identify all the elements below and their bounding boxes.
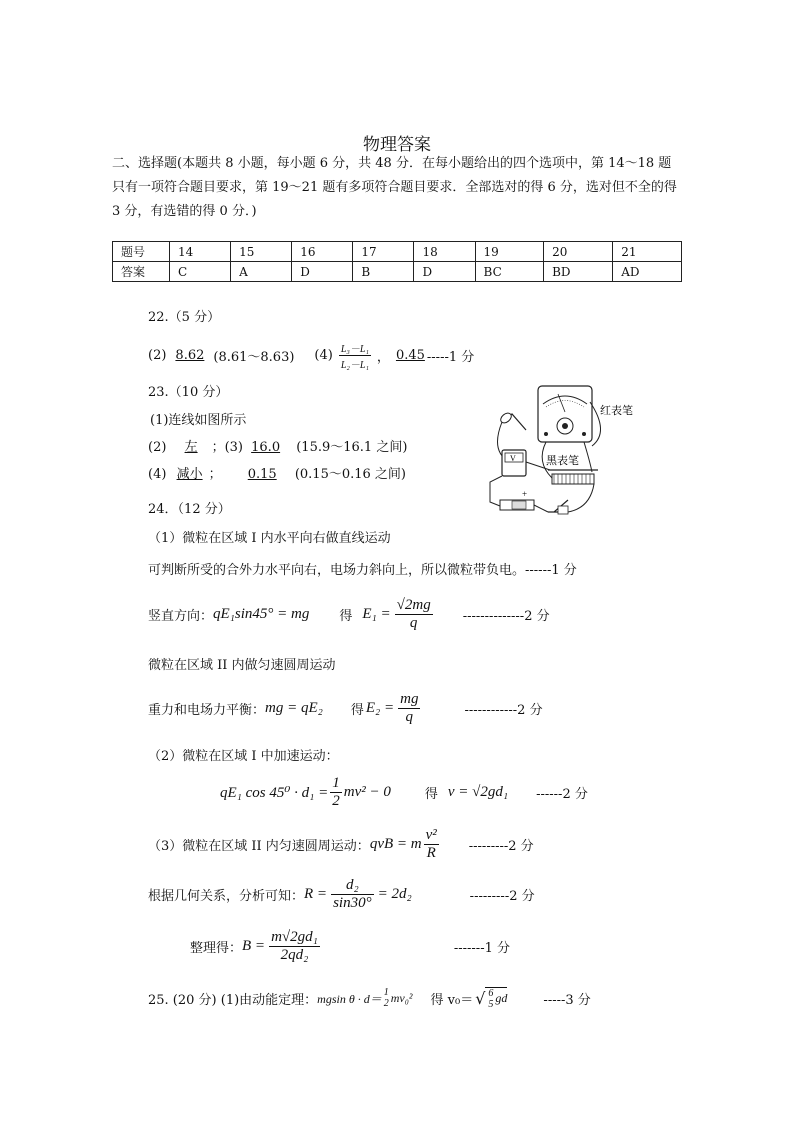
fraction-denominator: q	[409, 614, 418, 631]
q22-part2-range: (8.61～8.63)	[213, 349, 295, 365]
q24-s7-de: 得	[424, 786, 438, 802]
q24-s1: （1）微粒在区域 I 内水平向右做直线运动	[148, 531, 391, 546]
q24-s3-fraction	[395, 597, 433, 632]
q24-s4: 微粒在区域 II 内做匀速圆周运动	[148, 658, 336, 673]
red-probe-label: 红表笔	[600, 404, 633, 417]
table-cell: BD	[544, 262, 613, 282]
table-cell: D	[414, 262, 475, 282]
q24-s8-equation: qvB = m	[369, 835, 422, 852]
fraction-numerator: L₃－L₁	[339, 340, 371, 356]
table-row	[113, 262, 682, 282]
page-title: 物理答案	[363, 135, 431, 155]
q25-header: 25. (20 分) (1)由动能定理：	[148, 992, 318, 1008]
q24-s7-rhs: mv² − 0	[343, 783, 391, 800]
q23-line2	[148, 436, 407, 455]
battery-plus-label: +	[522, 489, 528, 499]
q25-de: 得 v₀＝	[430, 992, 474, 1008]
sqrt-sign: √	[475, 988, 486, 1008]
q25-eq-lhs: mgsin θ · d＝	[317, 991, 382, 1006]
q24-s5-equation: mg = qE₂	[265, 699, 323, 716]
q24-s7-score: ------2 分	[536, 786, 588, 802]
q24-s2: 可判断所受的合外力水平向右，电场力斜向上，所以微粒带负电。------1 分	[148, 563, 577, 578]
q23-part3-value: 16.0	[251, 440, 281, 455]
circuit-diagram	[480, 382, 633, 520]
q23-header: 23.（10 分）	[148, 385, 229, 400]
q23-part4-value1: 减小	[176, 467, 203, 482]
fraction-denominator: sin30°	[333, 894, 372, 911]
q24-s9-label: 根据几何关系，分析可知：	[148, 888, 305, 904]
section-intro: 二、选择题(本题共 8 小题，每小题 6 分，共 48 分．在每小题给出的四个选项中，第 14～18 题只有一项符合题目要求，第 19～21 题有多项符合题目要求．全部选对的得 6 分，选对但不全的得 3 分，有选错的得 0 分．)	[112, 156, 677, 219]
q24-s8-label: （3）微粒在区域 II 内匀速圆周运动：	[148, 838, 370, 854]
table-cell: 18	[414, 242, 475, 262]
q24-s5-fraction	[398, 691, 420, 726]
q22-part4-label: (4)	[314, 347, 333, 363]
q25-line	[148, 978, 591, 1018]
q24-s10-score: -------1 分	[453, 940, 510, 956]
q24-s9-fraction	[331, 877, 374, 912]
q24-s8-score: ---------2 分	[468, 838, 534, 854]
fraction-denominator: q	[405, 708, 414, 725]
q24-header: 24．（12 分）	[148, 502, 231, 517]
q23-part4-value2: 0.15	[247, 467, 277, 482]
q22-part4-value: 0.45	[395, 347, 425, 363]
q24-s3-de: 得	[339, 608, 353, 624]
q23-part4-range: (0.15～0.16 之间)	[294, 467, 406, 482]
q22-part2-value: 8.62	[175, 347, 205, 363]
answer-table	[112, 241, 682, 282]
q25-eq-rhs: mv₀²	[390, 990, 413, 1005]
q24-s6: （2）微粒在区域 I 中加速运动：	[148, 749, 339, 764]
table-cell: BC	[475, 262, 544, 282]
q24-s7-lhs: qE₁ cos 45⁰ · d₁ =	[220, 784, 329, 801]
q24-s7-fraction	[330, 775, 342, 810]
table-cell: 14	[170, 242, 231, 262]
q24-s10-fraction	[269, 929, 320, 964]
fraction-denominator: L₂－L₁	[340, 359, 369, 371]
q24-s7-result: v = √2gd₁	[447, 783, 509, 800]
q24-s5-label: 重力和电场力平衡：	[148, 702, 266, 718]
q24-s3-score: --------------2 分	[462, 608, 550, 624]
table-cell: 17	[353, 242, 414, 262]
table-row	[113, 242, 682, 262]
fraction-denominator: 5	[488, 998, 494, 1010]
q22-answer-line	[148, 335, 474, 375]
q24-s7	[220, 770, 588, 814]
table-cell: B	[353, 262, 414, 282]
q22-part2-label: (2)	[148, 347, 167, 363]
fraction-numerator: √2mg	[396, 596, 431, 613]
fraction-numerator: d₂	[331, 877, 374, 895]
table-cell: AD	[613, 262, 682, 282]
q25-sqrt-content	[485, 987, 507, 1010]
q24-s3-label: 竖直方向：	[148, 608, 214, 624]
fraction-numerator: 1	[383, 987, 389, 998]
table-cell: 21	[613, 242, 682, 262]
fraction-denominator: R	[426, 844, 436, 861]
q24-s10-lhs: B =	[242, 937, 266, 954]
fraction-numerator: 1	[332, 774, 340, 791]
q22-header: 22.（5 分）	[148, 310, 221, 325]
q25-result-tail: gd	[495, 991, 508, 1005]
q24-s9-score: ---------2 分	[469, 888, 535, 904]
q24-s3	[148, 592, 550, 636]
q24-s9	[148, 872, 535, 916]
black-probe-label: 黑表笔	[546, 454, 579, 467]
fraction-numerator: m√2gd₁	[271, 928, 318, 945]
q24-s8-fraction	[424, 827, 439, 862]
q23-part2-label: (2)	[148, 440, 167, 455]
q23-part4-sep: ；	[208, 467, 222, 482]
table-cell: C	[170, 262, 231, 282]
table-cell: 16	[292, 242, 353, 262]
q22-comma: ，	[376, 349, 390, 365]
table-cell: D	[292, 262, 353, 282]
q24-s9-rhs: = 2d₂	[377, 885, 412, 902]
q24-s5-lhs: E₂ =	[365, 699, 395, 716]
fraction-denominator: 2	[332, 792, 340, 809]
q24-s5-score: ------------2 分	[464, 702, 543, 718]
fraction-numerator: mg	[400, 690, 419, 707]
q24-s10-label: 整理得：	[190, 940, 243, 956]
q23-part3-label: ；(3)	[211, 440, 243, 455]
table-cell: 15	[231, 242, 292, 262]
q24-s10	[190, 924, 510, 968]
fraction-numerator: v²	[425, 826, 437, 843]
voltmeter-label: V	[510, 454, 516, 463]
q23-part4-label: (4)	[148, 467, 167, 482]
q24-s3-lhs: E₁ =	[362, 605, 391, 622]
table-header-cell: 题号	[113, 242, 170, 262]
table-header-cell: 答案	[113, 262, 170, 282]
q23-line1: (1)连线如图所示	[150, 413, 247, 428]
q24-s5	[148, 686, 543, 730]
q24-s5-de: 得	[350, 702, 364, 718]
q23-part2-value: 左	[184, 440, 198, 455]
q25-result-fraction	[486, 988, 495, 1010]
fraction-denominator: 2qd₂	[280, 946, 309, 963]
fraction-numerator: 6	[488, 987, 494, 999]
table-cell: A	[231, 262, 292, 282]
q24-s9-lhs: R =	[304, 885, 328, 902]
q23-part3-range: (15.9～16.1 之间)	[296, 440, 408, 455]
table-cell: 19	[475, 242, 544, 262]
q22-score: -----1 分	[426, 349, 475, 365]
q25-score: -----3 分	[543, 992, 591, 1008]
fraction-denominator: 2	[383, 998, 389, 1009]
q23-line3	[148, 463, 406, 482]
q24-s3-equation: qE₁sin45° = mg	[213, 605, 310, 622]
q24-s8	[148, 822, 534, 866]
q22-fraction	[339, 340, 371, 371]
q25-fraction	[382, 987, 391, 1009]
table-cell: 20	[544, 242, 613, 262]
